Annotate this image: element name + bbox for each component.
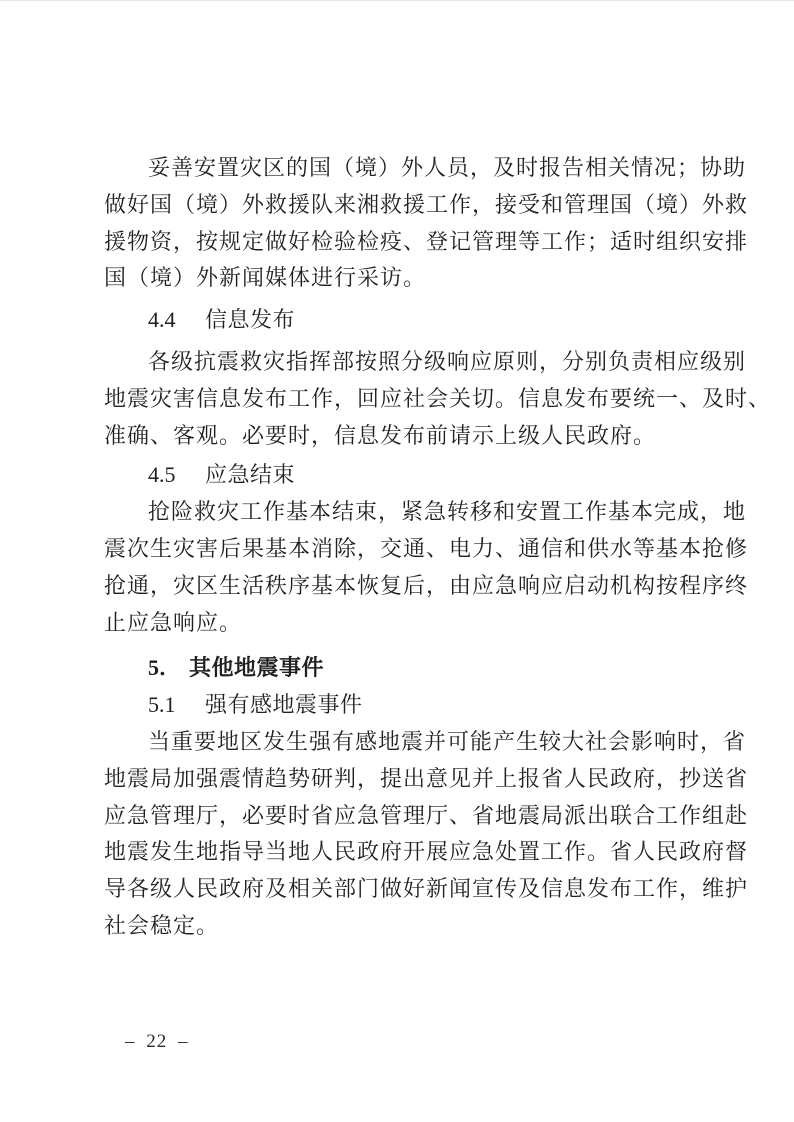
paragraph-line: 各级抗震救灾指挥部按照分级响应原则，分别负责相应级别 bbox=[148, 348, 747, 374]
section-number: 4.5 bbox=[148, 462, 176, 488]
paragraph-line: 准确、客观。必要时，信息发布前请示上级人民政府。 bbox=[104, 422, 657, 448]
paragraph-line: 导各级人民政府及相关部门做好新闻宣传及信息发布工作，维护 bbox=[104, 876, 749, 902]
paragraph-5-1 bbox=[104, 724, 748, 945]
paragraph-line: 应急管理厅，必要时省应急管理厅、省地震局派出联合工作组赴 bbox=[104, 802, 749, 828]
chapter-number: 5． bbox=[148, 655, 182, 681]
paragraph-line: 国（境）外新闻媒体进行采访。 bbox=[104, 265, 427, 291]
section-heading-4-4 bbox=[104, 302, 748, 339]
section-number: 4.4 bbox=[148, 307, 176, 333]
paragraph-line: 当重要地区发生强有感地震并可能产生较大社会影响时，省 bbox=[148, 728, 747, 754]
paragraph-4-4 bbox=[104, 344, 772, 454]
paragraph-overflow bbox=[104, 150, 748, 297]
paragraph-line: 抢险救灾工作基本结束，紧急转移和安置工作基本完成，地 bbox=[148, 499, 747, 525]
section-heading-4-5 bbox=[104, 457, 748, 494]
page-footer bbox=[125, 1031, 189, 1053]
chapter-heading-5 bbox=[104, 650, 748, 687]
chapter-title: 其他地震事件 bbox=[189, 655, 325, 681]
paragraph-line: 地震灾害信息发布工作，回应社会关切。信息发布要统一、及时、 bbox=[104, 385, 772, 411]
paragraph-line: 援物资，按规定做好检验检疫、登记管理等工作；适时组织安排 bbox=[104, 228, 749, 254]
paragraph-line: 社会稳定。 bbox=[104, 912, 220, 938]
paragraph-line: 止应急响应。 bbox=[104, 609, 243, 635]
section-heading-5-1 bbox=[104, 687, 748, 724]
section-title: 应急结束 bbox=[205, 462, 296, 488]
paragraph-line: 地震局加强震情趋势研判，提出意见并上报省人民政府，抄送省 bbox=[104, 765, 749, 791]
document-content bbox=[104, 150, 772, 945]
section-number: 5.1 bbox=[148, 692, 176, 718]
section-title: 强有感地震事件 bbox=[205, 692, 363, 718]
scan-edge-line bbox=[0, 0, 794, 1]
paragraph-line: 做好国（境）外救援队来湘救援工作，接受和管理国（境）外救 bbox=[104, 191, 749, 217]
page-number: – 22 – bbox=[125, 1031, 189, 1052]
paragraph-4-5 bbox=[104, 494, 748, 641]
paragraph-line: 妥善安置灾区的国（境）外人员，及时报告相关情况；协助 bbox=[148, 155, 747, 180]
paragraph-line: 震次生灾害后果基本消除，交通、电力、通信和供水等基本抢修 bbox=[104, 535, 749, 561]
section-title: 信息发布 bbox=[205, 307, 296, 333]
paragraph-line: 地震发生地指导当地人民政府开展应急处置工作。省人民政府督 bbox=[104, 839, 749, 865]
paragraph-line: 抢通，灾区生活秩序基本恢复后，由应急响应启动机构按程序终 bbox=[104, 572, 749, 598]
